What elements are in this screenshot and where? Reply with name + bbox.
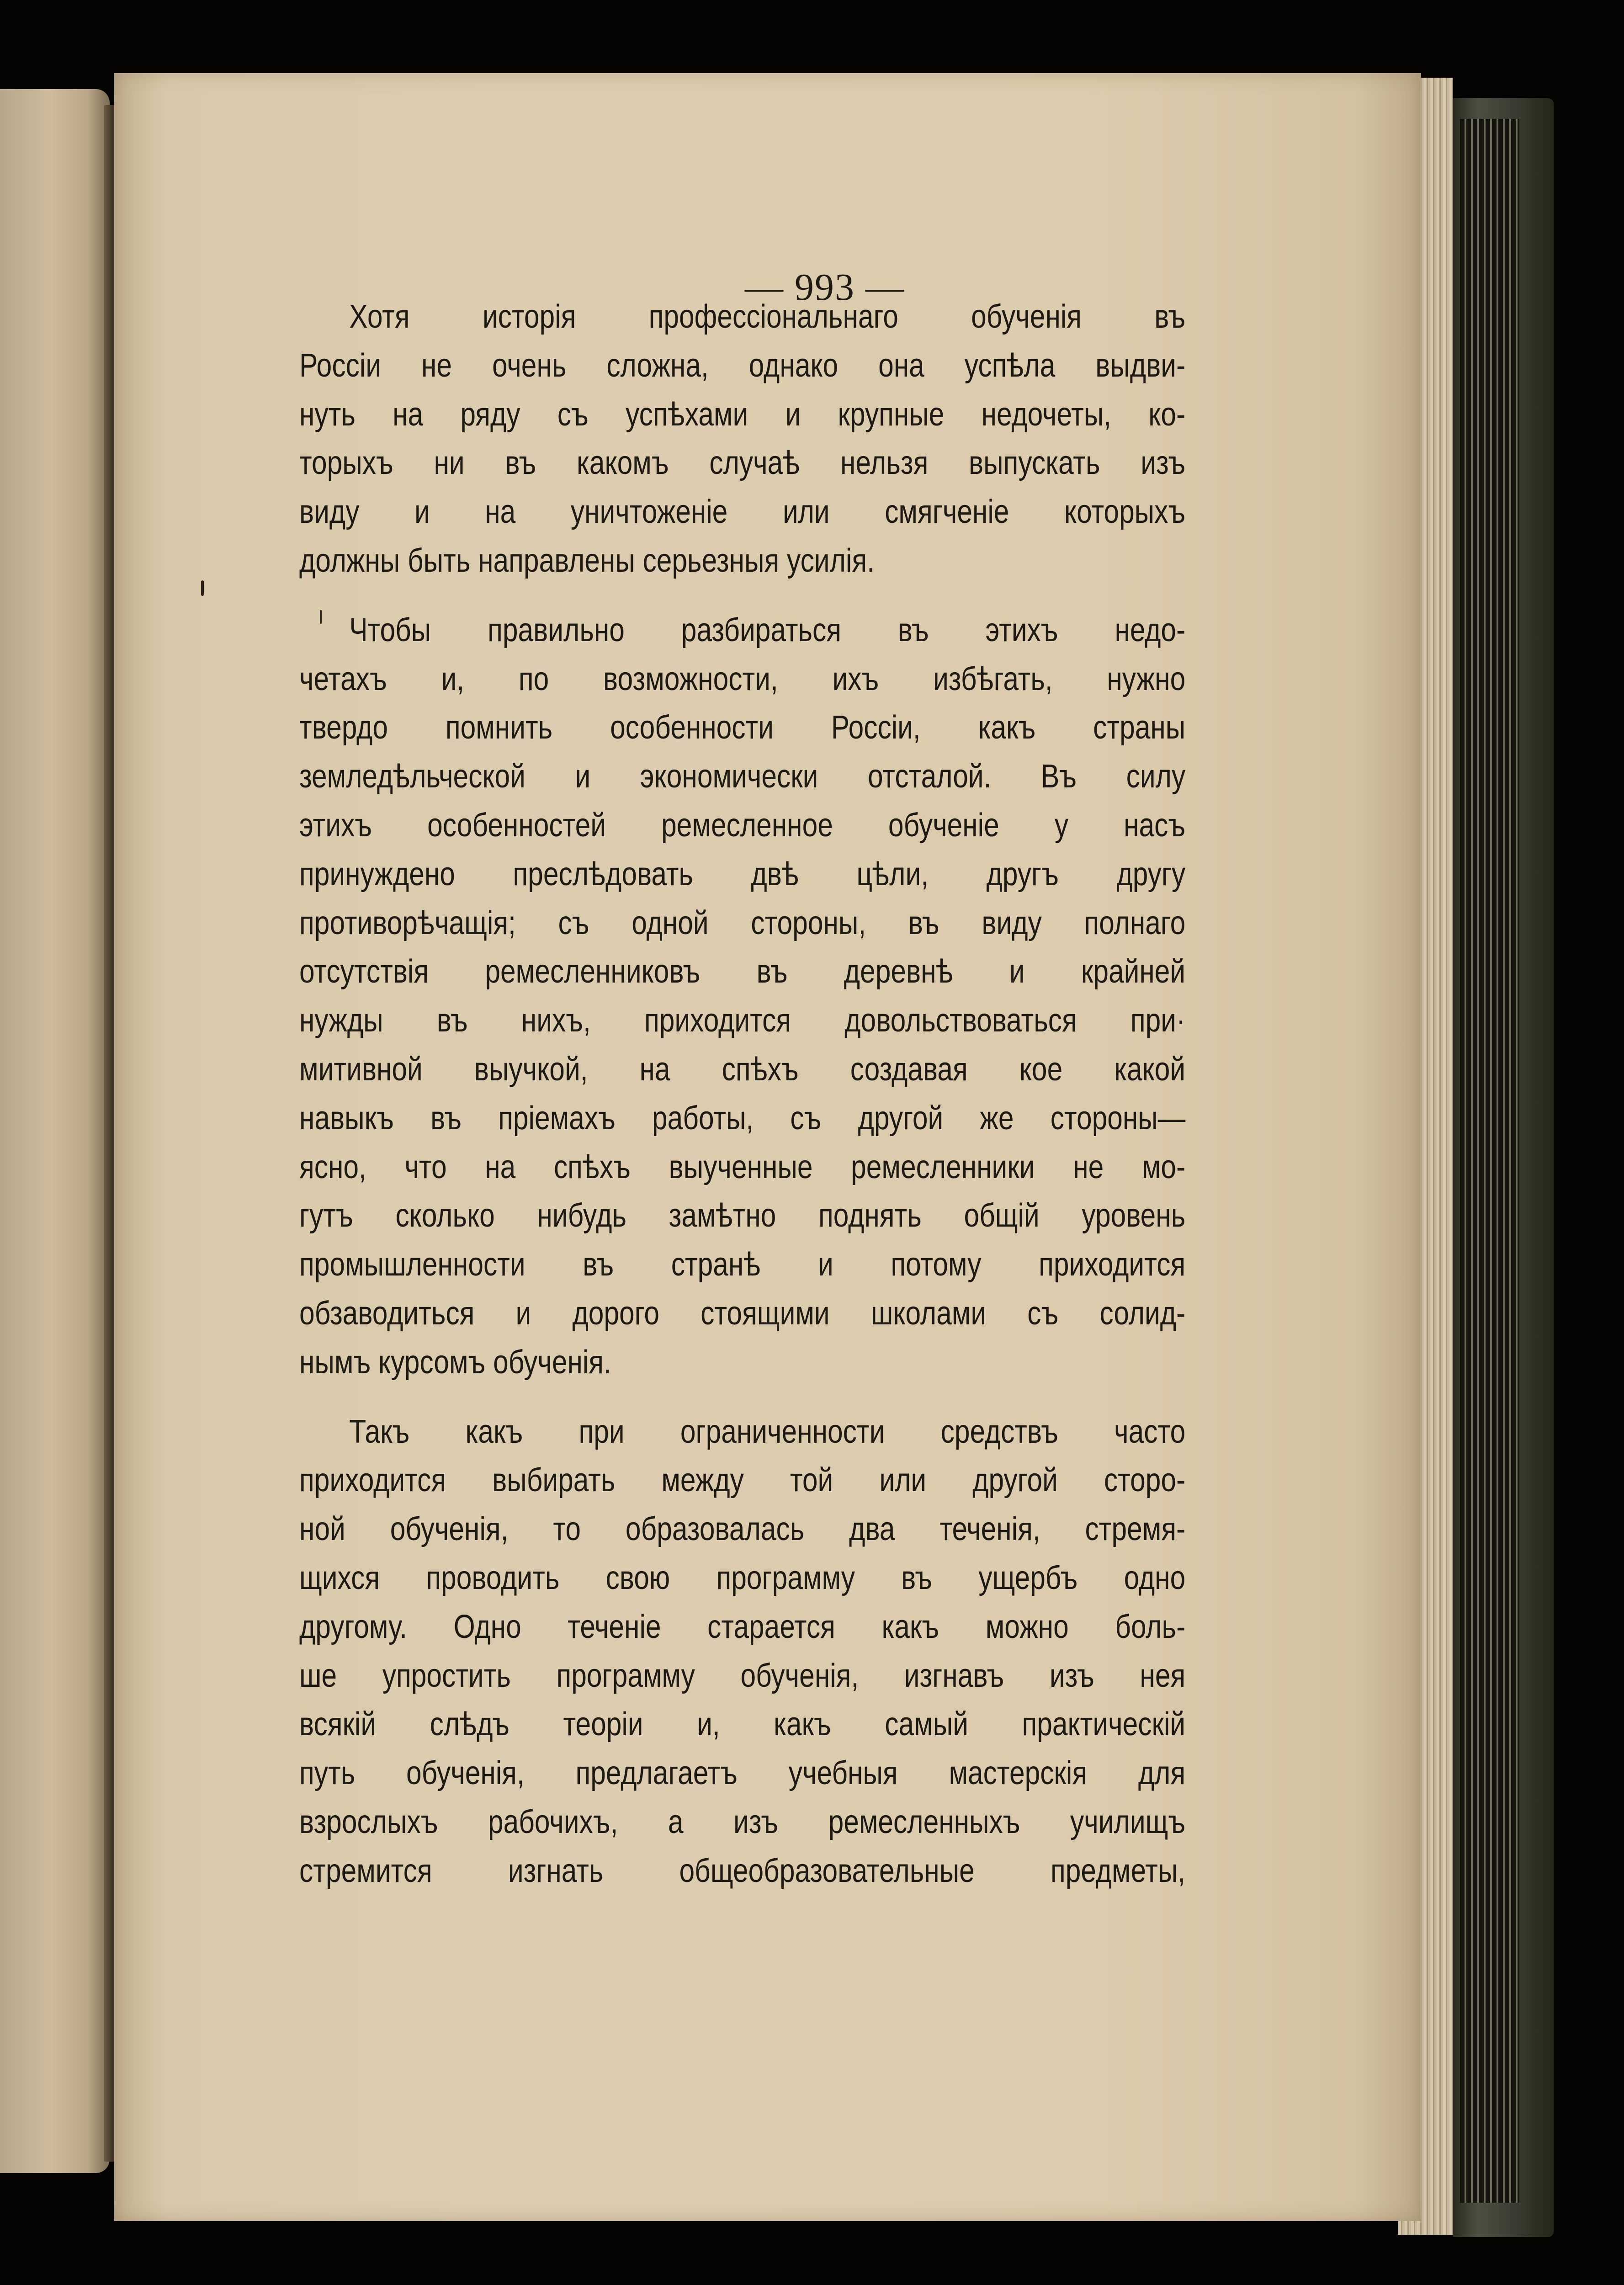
text-line: всякій слѣдъ теоріи и, какъ самый практическій [299,1706,1186,1743]
text-line: другому. Одно теченіе старается какъ можно боль- [299,1608,1186,1645]
text-line: нымъ курсомъ обученія. [299,1344,611,1381]
text-line: Такъ какъ при ограниченности средствъ часто [349,1413,1186,1450]
text-line: принуждено преслѣдовать двѣ цѣли, другъ другу [299,856,1186,893]
text-line: отсутствія ремесленниковъ въ деревнѣ и крайней [299,953,1186,990]
text-line: Хотя исторія профессіональнаго обученія въ [349,298,1186,335]
paragraph-2 [299,606,1186,1387]
text-line: виду и на уничтоженіе или смягченіе которыхъ [299,494,1186,531]
text-line: гутъ сколько нибудь замѣтно поднять общій уровень [299,1197,1186,1234]
margin-mark [201,580,204,596]
text-line: ше упростить программу обученія, изгнавъ изъ нея [299,1657,1186,1694]
page-number: — 993 — [745,266,905,308]
text-line: нуть на ряду съ успѣхами и крупные недочеты, ко- [299,396,1186,433]
text-line: обзаводиться и дорого стоящими школами съ солид- [299,1295,1186,1332]
text-line: щихся проводить свою программу въ ущербъ одно [299,1559,1186,1596]
text-line: митивной выучкой, на спѣхъ создавая кое какой [299,1051,1186,1088]
text-line: ясно, что на спѣхъ выученные ремесленники не мо- [299,1148,1186,1185]
text-line: Чтобы правильно разбираться въ этихъ недо- [349,611,1186,648]
text-line: ной обученія, то образовалась два теченія, стремя- [299,1511,1186,1548]
page-text [299,292,1186,1916]
text-line: стремится изгнать общеобразовательные предметы, [299,1852,1186,1889]
text-line: земледѣльческой и экономически отсталой. Въ силу [299,758,1186,795]
text-line: нужды въ нихъ, приходится довольствоваться при· [299,1002,1186,1039]
text-line: четахъ и, по возможности, ихъ избѣгать, нужно [299,660,1186,697]
text-line: навыкъ въ пріемахъ работы, съ другой же стороны— [299,1100,1186,1137]
text-line: приходится выбирать между той или другой сторо- [299,1462,1186,1499]
text-line: противорѣчащія; съ одной стороны, въ виду полнаго [299,904,1186,941]
cover-binding [1460,119,1519,2203]
text-line: должны быть направлены серьезныя усилія. [299,542,875,579]
text-line: путь обученія, предлагаетъ учебныя мастерскія для [299,1755,1186,1792]
text-line: промышленности въ странѣ и потому приходится [299,1246,1186,1283]
text-line: Россіи не очень сложна, однако она успѣла выдви- [299,347,1186,384]
paragraph-3 [299,1408,1186,1896]
previous-page-edge [0,89,110,2173]
text-line: твердо помнить особенности Россіи, какъ страны [299,709,1186,746]
text-line: этихъ особенностей ремесленное обученіе у насъ [299,807,1186,844]
text-line: взрослыхъ рабочихъ, а изъ ремесленныхъ училищъ [299,1803,1186,1840]
paragraph-1 [299,292,1186,585]
text-line: торыхъ ни въ какомъ случаѣ нельзя выпускать изъ [299,445,1186,482]
